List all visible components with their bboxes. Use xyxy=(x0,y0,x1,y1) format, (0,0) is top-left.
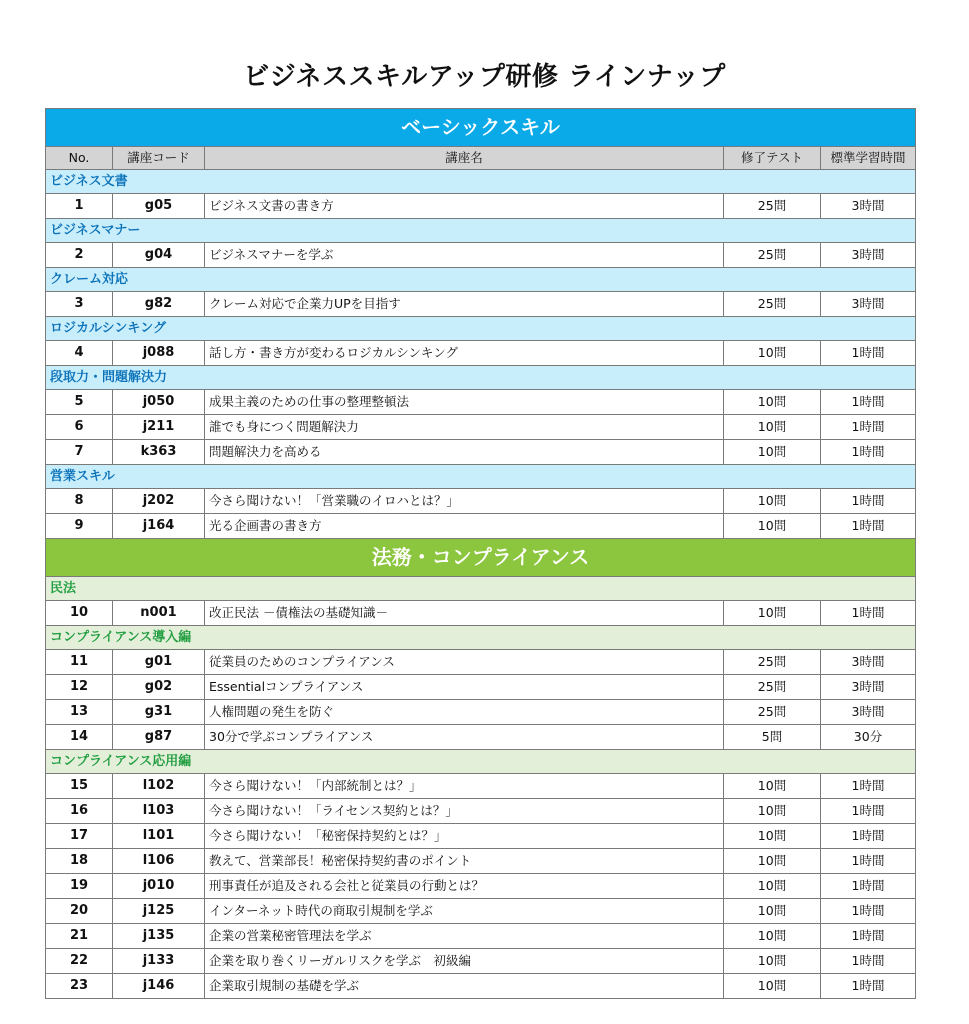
course-number: 21 xyxy=(46,924,113,949)
course-test: 10問 xyxy=(724,440,821,465)
course-code: n001 xyxy=(113,601,205,626)
course-number: 5 xyxy=(46,390,113,415)
course-row xyxy=(46,390,916,415)
course-study-time: 3時間 xyxy=(821,292,916,317)
category-label: コンプライアンス応用編 xyxy=(46,750,916,774)
category-row xyxy=(46,750,916,774)
course-code: j050 xyxy=(113,390,205,415)
course-code: j211 xyxy=(113,415,205,440)
section-title: ベーシックスキル xyxy=(46,109,916,147)
course-study-time: 1時間 xyxy=(821,824,916,849)
course-number: 11 xyxy=(46,650,113,675)
category-row xyxy=(46,577,916,601)
course-row xyxy=(46,974,916,999)
category-label: クレーム対応 xyxy=(46,268,916,292)
course-row xyxy=(46,415,916,440)
column-header-code: 講座コード xyxy=(113,147,205,170)
course-study-time: 1時間 xyxy=(821,849,916,874)
course-code: l103 xyxy=(113,799,205,824)
course-name: 刑事責任が追及される会社と従業員の行動とは？ xyxy=(205,874,724,899)
course-test: 10問 xyxy=(724,514,821,539)
course-test: 10問 xyxy=(724,601,821,626)
course-test: 10問 xyxy=(724,874,821,899)
course-test: 10問 xyxy=(724,489,821,514)
course-study-time: 1時間 xyxy=(821,390,916,415)
column-header-no: No. xyxy=(46,147,113,170)
course-name: Essentialコンプライアンス xyxy=(205,675,724,700)
course-number: 9 xyxy=(46,514,113,539)
course-name: ビジネスマナーを学ぶ xyxy=(205,243,724,268)
course-study-time: 1時間 xyxy=(821,799,916,824)
course-study-time: 3時間 xyxy=(821,700,916,725)
course-name: 問題解決力を高める xyxy=(205,440,724,465)
course-row xyxy=(46,725,916,750)
course-row xyxy=(46,489,916,514)
course-test: 10問 xyxy=(724,974,821,999)
course-number: 4 xyxy=(46,341,113,366)
course-number: 15 xyxy=(46,774,113,799)
course-study-time: 1時間 xyxy=(821,899,916,924)
course-code: j133 xyxy=(113,949,205,974)
course-row xyxy=(46,650,916,675)
course-code: j088 xyxy=(113,341,205,366)
course-code: g05 xyxy=(113,194,205,219)
course-name: 誰でも身につく問題解決力 xyxy=(205,415,724,440)
course-name: 従業員のためのコンプライアンス xyxy=(205,650,724,675)
course-name: 改正民法 －債権法の基礎知識－ xyxy=(205,601,724,626)
course-study-time: 30分 xyxy=(821,725,916,750)
course-code: j202 xyxy=(113,489,205,514)
course-name: 今さら聞けない！「ライセンス契約とは？」 xyxy=(205,799,724,824)
category-row xyxy=(46,626,916,650)
course-row xyxy=(46,949,916,974)
course-name: 企業取引規制の基礎を学ぶ xyxy=(205,974,724,999)
course-row xyxy=(46,194,916,219)
course-code: l102 xyxy=(113,774,205,799)
course-row xyxy=(46,601,916,626)
section-banner xyxy=(46,109,916,147)
course-test: 25問 xyxy=(724,700,821,725)
course-test: 10問 xyxy=(724,849,821,874)
course-test: 10問 xyxy=(724,415,821,440)
course-test: 10問 xyxy=(724,824,821,849)
course-name: 企業を取り巻くリーガルリスクを学ぶ 初級編 xyxy=(205,949,724,974)
course-name: 教えて、営業部長！秘密保持契約書のポイント xyxy=(205,849,724,874)
course-code: g02 xyxy=(113,675,205,700)
course-code: g04 xyxy=(113,243,205,268)
course-study-time: 1時間 xyxy=(821,415,916,440)
course-code: g87 xyxy=(113,725,205,750)
course-study-time: 1時間 xyxy=(821,949,916,974)
section-title: 法務・コンプライアンス xyxy=(46,539,916,577)
course-code: j010 xyxy=(113,874,205,899)
category-label: ビジネスマナー xyxy=(46,219,916,243)
course-name: 今さら聞けない！「内部統制とは？」 xyxy=(205,774,724,799)
course-code: g31 xyxy=(113,700,205,725)
column-header-time: 標準学習時間 xyxy=(821,147,916,170)
category-label: 段取力・問題解決力 xyxy=(46,366,916,390)
course-number: 13 xyxy=(46,700,113,725)
course-code: g82 xyxy=(113,292,205,317)
course-row xyxy=(46,799,916,824)
course-test: 10問 xyxy=(724,949,821,974)
category-row xyxy=(46,219,916,243)
course-row xyxy=(46,824,916,849)
course-name: 話し方・書き方が変わるロジカルシンキング xyxy=(205,341,724,366)
course-test: 25問 xyxy=(724,243,821,268)
column-header-row xyxy=(46,147,916,170)
course-study-time: 1時間 xyxy=(821,601,916,626)
category-row xyxy=(46,366,916,390)
course-row xyxy=(46,774,916,799)
course-name: 成果主義のための仕事の整理整頓法 xyxy=(205,390,724,415)
course-row xyxy=(46,440,916,465)
course-study-time: 3時間 xyxy=(821,194,916,219)
course-study-time: 1時間 xyxy=(821,489,916,514)
course-number: 12 xyxy=(46,675,113,700)
course-row xyxy=(46,292,916,317)
course-number: 17 xyxy=(46,824,113,849)
category-row xyxy=(46,317,916,341)
category-row xyxy=(46,170,916,194)
course-test: 25問 xyxy=(724,675,821,700)
page-title: ビジネススキルアップ研修 ラインナップ xyxy=(243,62,726,92)
course-row xyxy=(46,514,916,539)
course-test: 25問 xyxy=(724,292,821,317)
course-table xyxy=(45,108,916,999)
course-study-time: 1時間 xyxy=(821,924,916,949)
category-label: 営業スキル xyxy=(46,465,916,489)
column-header-test: 修了テスト xyxy=(724,147,821,170)
course-name: インターネット時代の商取引規制を学ぶ xyxy=(205,899,724,924)
course-number: 19 xyxy=(46,874,113,899)
course-row xyxy=(46,700,916,725)
course-study-time: 3時間 xyxy=(821,243,916,268)
course-test: 10問 xyxy=(724,799,821,824)
course-number: 10 xyxy=(46,601,113,626)
course-number: 14 xyxy=(46,725,113,750)
course-study-time: 1時間 xyxy=(821,974,916,999)
category-row xyxy=(46,268,916,292)
course-test: 10問 xyxy=(724,924,821,949)
course-study-time: 3時間 xyxy=(821,650,916,675)
course-study-time: 1時間 xyxy=(821,440,916,465)
course-name: 今さら聞けない！「秘密保持契約とは？」 xyxy=(205,824,724,849)
course-code: k363 xyxy=(113,440,205,465)
course-number: 6 xyxy=(46,415,113,440)
column-header-name: 講座名 xyxy=(205,147,724,170)
course-code: j135 xyxy=(113,924,205,949)
course-row xyxy=(46,675,916,700)
course-row xyxy=(46,341,916,366)
section-banner xyxy=(46,539,916,577)
course-number: 16 xyxy=(46,799,113,824)
course-number: 3 xyxy=(46,292,113,317)
course-number: 2 xyxy=(46,243,113,268)
course-number: 20 xyxy=(46,899,113,924)
course-code: l106 xyxy=(113,849,205,874)
course-test: 25問 xyxy=(724,194,821,219)
category-label: ビジネス文書 xyxy=(46,170,916,194)
course-name: 企業の営業秘密管理法を学ぶ xyxy=(205,924,724,949)
course-study-time: 1時間 xyxy=(821,514,916,539)
course-number: 8 xyxy=(46,489,113,514)
course-number: 1 xyxy=(46,194,113,219)
course-study-time: 1時間 xyxy=(821,874,916,899)
course-row xyxy=(46,899,916,924)
course-test: 5問 xyxy=(724,725,821,750)
course-number: 7 xyxy=(46,440,113,465)
course-row xyxy=(46,874,916,899)
course-name: 光る企画書の書き方 xyxy=(205,514,724,539)
course-number: 18 xyxy=(46,849,113,874)
course-test: 10問 xyxy=(724,341,821,366)
category-label: コンプライアンス導入編 xyxy=(46,626,916,650)
course-code: j125 xyxy=(113,899,205,924)
course-row xyxy=(46,924,916,949)
course-row xyxy=(46,849,916,874)
course-test: 10問 xyxy=(724,390,821,415)
course-code: j146 xyxy=(113,974,205,999)
course-code: l101 xyxy=(113,824,205,849)
course-number: 23 xyxy=(46,974,113,999)
category-row xyxy=(46,465,916,489)
course-study-time: 1時間 xyxy=(821,341,916,366)
course-name: クレーム対応で企業力UPを目指す xyxy=(205,292,724,317)
course-code: g01 xyxy=(113,650,205,675)
category-label: 民法 xyxy=(46,577,916,601)
course-name: 30分で学ぶコンプライアンス xyxy=(205,725,724,750)
course-name: 今さら聞けない！「営業職のイロハとは？」 xyxy=(205,489,724,514)
course-row xyxy=(46,243,916,268)
course-study-time: 1時間 xyxy=(821,774,916,799)
course-test: 10問 xyxy=(724,774,821,799)
category-label: ロジカルシンキング xyxy=(46,317,916,341)
course-study-time: 3時間 xyxy=(821,675,916,700)
course-test: 25問 xyxy=(724,650,821,675)
course-test: 10問 xyxy=(724,899,821,924)
course-name: 人権問題の発生を防ぐ xyxy=(205,700,724,725)
course-number: 22 xyxy=(46,949,113,974)
course-name: ビジネス文書の書き方 xyxy=(205,194,724,219)
course-code: j164 xyxy=(113,514,205,539)
